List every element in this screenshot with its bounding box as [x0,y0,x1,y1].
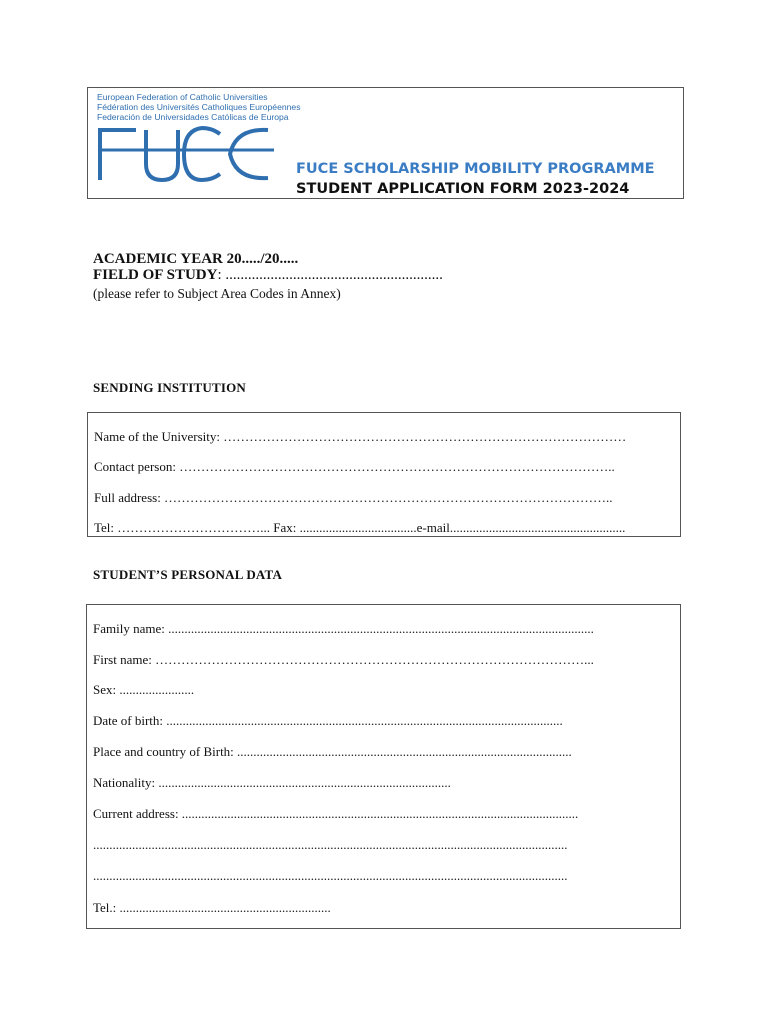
address-continuation-line: .................................................................................................................................................. [93,868,568,883]
fuce-logo [96,124,274,184]
programme-title: FUCE SCHOLARSHIP MOBILITY PROGRAMME [296,161,655,177]
family-name-field: Family name: ................................................................................................................................... [93,621,594,636]
tel-field: Tel.: ................................................................. [93,900,331,915]
sending-institution-box [87,412,681,537]
logo-line-en: European Federation of Catholic Universities [97,92,268,102]
field-of-study-dots: : .......................................................... [217,267,443,283]
logo-text [97,92,301,122]
header-box [87,87,684,199]
logo-line-fr: Fédération des Universités Catholiques Européennes [97,102,301,112]
address-continuation-line: .................................................................................................................................................. [93,837,568,852]
contact-person-field: Contact person: ……………………………………………………………………………………….. [94,459,615,474]
tel-fax-email-field: Tel: ……………………………... Fax: ....................................e-mail...................................................... [94,520,626,535]
field-of-study [93,267,443,284]
university-name-field: Name of the University: ………………………………………………………………………………… [94,429,627,444]
first-name-field: First name: ………………………………………………………………………………………... [93,652,594,667]
logo-line-es: Federación de Universidades Católicas de Europa [97,112,289,122]
section-title-personal: STUDENT’S PERSONAL DATA [93,567,283,582]
subject-area-note: (please refer to Subject Area Codes in Annex) [93,286,341,301]
form-title: STUDENT APPLICATION FORM 2023-2024 [296,181,630,197]
full-address-field: Full address: ………………………………………………………………………………………….. [94,490,613,505]
academic-year: ACADEMIC YEAR 20...../20..... [93,251,299,267]
section-title-sending: SENDING INSTITUTION [93,380,246,395]
field-of-study-label: FIELD OF STUDY [93,267,218,283]
current-address-field: Current address: .......................................................................................................................... [93,806,579,821]
date-of-birth-field: Date of birth: .......................................................................................................................... [93,713,563,728]
nationality-field: Nationality: .......................................................................................... [93,775,451,790]
place-of-birth-field: Place and country of Birth: ....................................................................................................... [93,744,572,759]
sex-field: Sex: ....................... [93,682,195,697]
personal-data-box [86,604,681,929]
